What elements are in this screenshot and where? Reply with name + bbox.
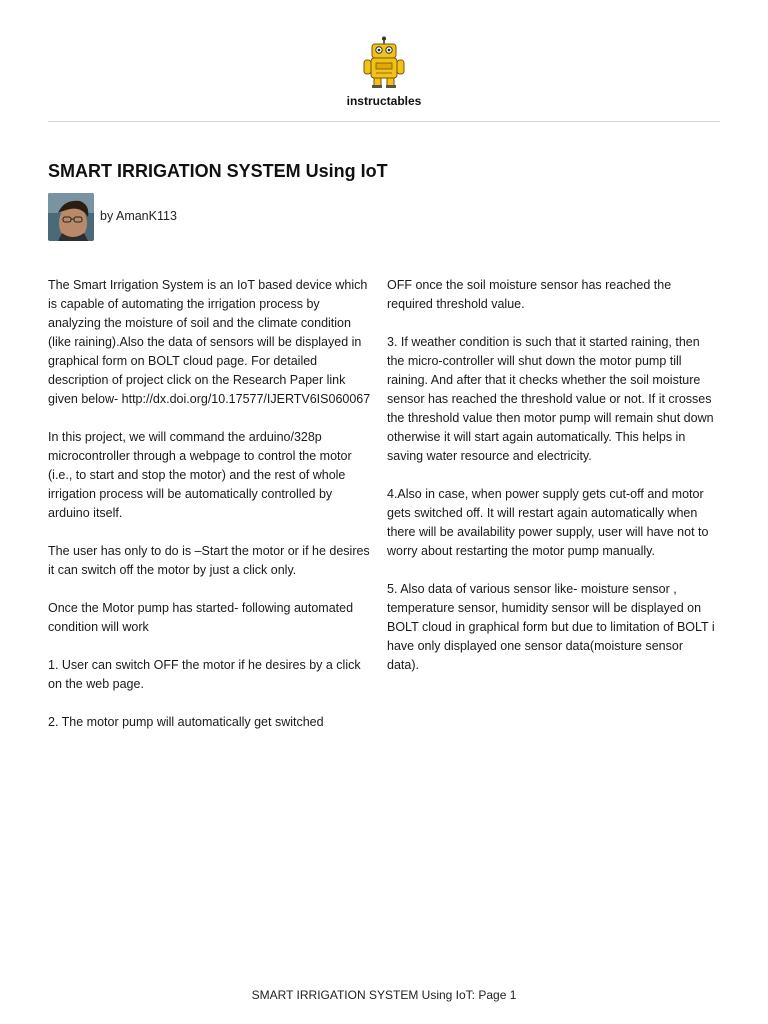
instructables-robot-logo (361, 36, 407, 88)
page-footer: SMART IRRIGATION SYSTEM Using IoT: Page 1 (251, 988, 517, 1002)
author-byline[interactable]: by AmanK113 (100, 209, 177, 223)
right-column (387, 276, 717, 694)
paragraph: In this project, we will command the arduino/328p microcontroller through a webpage to control the motor (i.e., to start and stop the motor) and the rest of whole irrigation process will be automatically controlled by arduino itself. (48, 430, 352, 520)
paragraph: The user has only to do is –Start the motor or if he desires it can switch off the motor by just a click only. (48, 544, 370, 577)
paragraph: 5. Also data of various sensor like- moisture sensor , temperature sensor, humidity sensor will be displayed on BOLT cloud in graphical form but due to limitation of BOLT i have only displayed one sensor data(moisture sensor data). (387, 582, 715, 672)
paragraph: 1. User can switch OFF the motor if he desires by a click on the web page. (48, 658, 361, 691)
paragraph: The Smart Irrigation System is an IoT based device which is capable of automating the irrigation process by analyzing the moisture of soil and the climate condition (like raining).Also the data of sensors will be displayed in graphical form on BOLT cloud page. For detailed description of project click on the Research Paper link given below- http://dx.doi.org/10.17577/IJERTV6IS060067 (48, 278, 371, 406)
paragraph: 4.Also in case, when power supply gets cut-off and motor gets switched off. It will restart again automatically when there will be availability power supply, user will have not to worry about restarting the motor pump manually. (387, 487, 709, 558)
left-column (48, 276, 373, 751)
page-title: SMART IRRIGATION SYSTEM Using IoT (48, 161, 388, 181)
avatar-photo-icon (48, 193, 94, 241)
brand-name[interactable]: instructables (346, 94, 422, 108)
author-avatar[interactable] (48, 193, 94, 241)
robot-icon (361, 36, 407, 88)
paragraph: OFF once the soil moisture sensor has reached the required threshold value. (387, 278, 672, 311)
paragraph: 2. The motor pump will automatically get switched (48, 715, 324, 729)
header-divider (48, 121, 720, 122)
paragraph: Once the Motor pump has started- following automated condition will work (48, 601, 354, 634)
paragraph: 3. If weather condition is such that it started raining, then the micro-controller will shut down the motor pump till raining. And after that it checks whether the soil moisture sensor has reached the threshold value or not. If it crosses the threshold value then motor pump will remain shut down otherwise it will start again automatically. This helps in saving water resource and electricity. (387, 335, 714, 463)
